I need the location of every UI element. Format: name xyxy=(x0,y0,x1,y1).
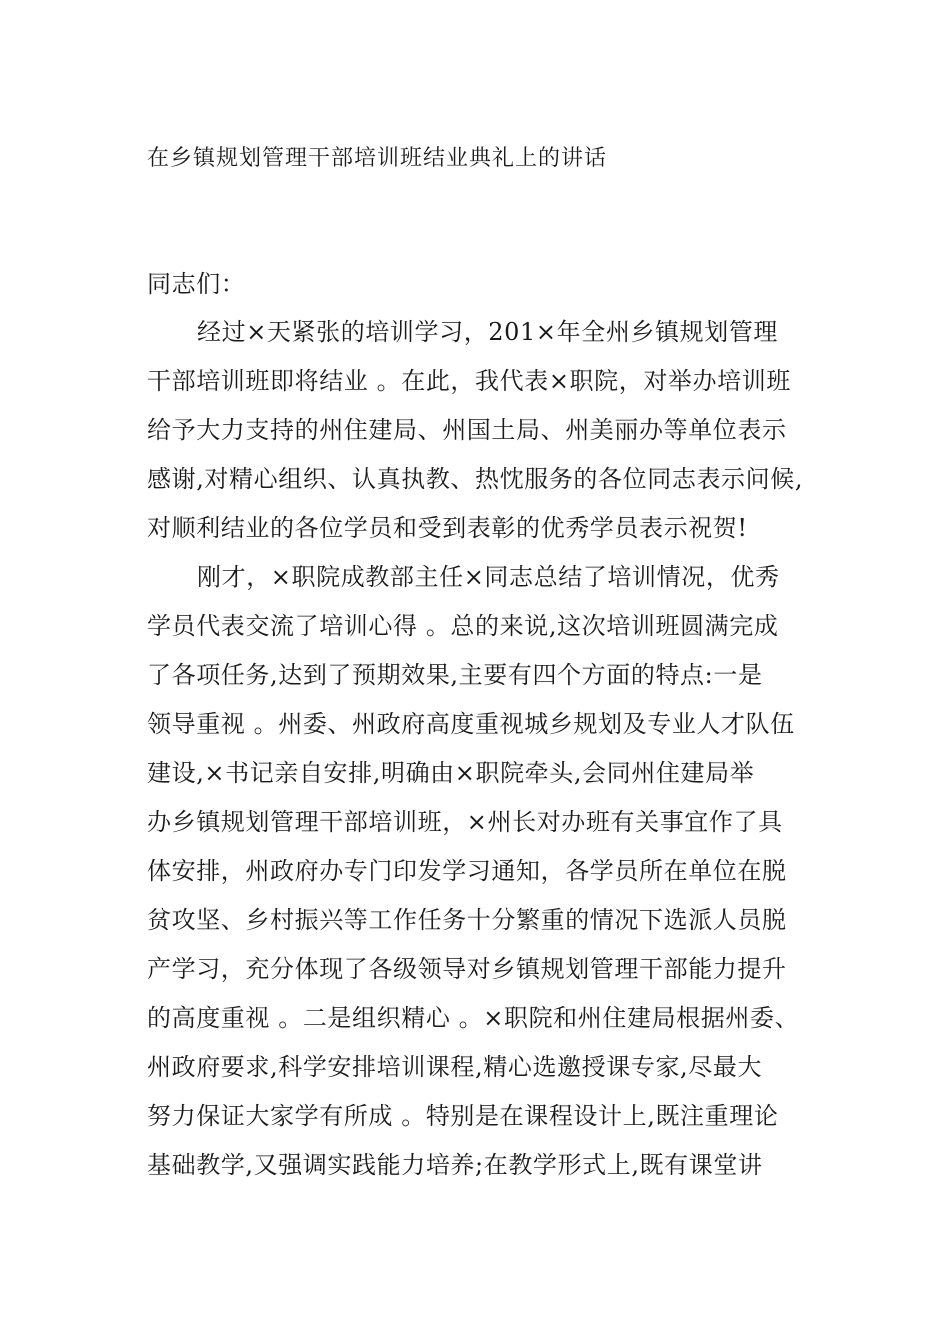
body-line: 体安排，州政府办专门印发学习通知，各学员所在单位在脱 xyxy=(147,857,787,885)
body-line: 基础教学,又强调实践能力培养;在教学形式上,既有课堂讲 xyxy=(147,1151,763,1179)
body-line: 给予大力支持的州住建局、州国土局、州美丽办等单位表示 xyxy=(147,416,787,444)
body-line: 努力保证大家学有所成 。特别是在课程设计上,既注重理论 xyxy=(147,1102,779,1130)
document-title: 在乡镇规划管理干部培训班结业典礼上的讲话 xyxy=(147,146,608,171)
body-line: 学员代表交流了培训心得 。总的来说,这次培训班圆满完成 xyxy=(147,612,779,640)
body-line: 对顺利结业的各位学员和受到表彰的优秀学员表示祝贺! xyxy=(147,514,748,542)
body-line: 领导重视 。州委、州政府高度重视城乡规划及专业人才队伍 xyxy=(147,710,795,738)
body-line: 干部培训班即将结业 。在此，我代表×职院，对举办培训班 xyxy=(147,367,791,395)
body-line: 的高度重视 。二是组织精心 。×职院和州住建局根据州委、 xyxy=(147,1004,800,1032)
body-line: 办乡镇规划管理干部培训班，×州长对办班有关事宜作了具 xyxy=(147,808,783,836)
body-line: 产学习，充分体现了各级领导对乡镇规划管理干部能力提升 xyxy=(147,955,787,983)
body-line: 经过×天紧张的培训学习，201×年全州乡镇规划管理 xyxy=(197,318,779,346)
body-line: 了各项任务,达到了预期效果,主要有四个方面的特点:一是 xyxy=(147,661,763,689)
body-line: 州政府要求,科学安排培训课程,精心选邀授课专家,尽最大 xyxy=(147,1053,763,1081)
body-line: 建设,×书记亲自安排,明确由×职院牵头,会同州住建局举 xyxy=(147,759,755,787)
body-line: 刚才，×职院成教部主任×同志总结了培训情况，优秀 xyxy=(197,563,780,591)
body-line: 感谢,对精心组织、认真执教、热忱服务的各位同志表示问候, xyxy=(147,465,804,493)
body-line: 贫攻坚、乡村振兴等工作任务十分繁重的情况下选派人员脱 xyxy=(147,906,787,934)
salutation: 同志们： xyxy=(147,270,246,298)
